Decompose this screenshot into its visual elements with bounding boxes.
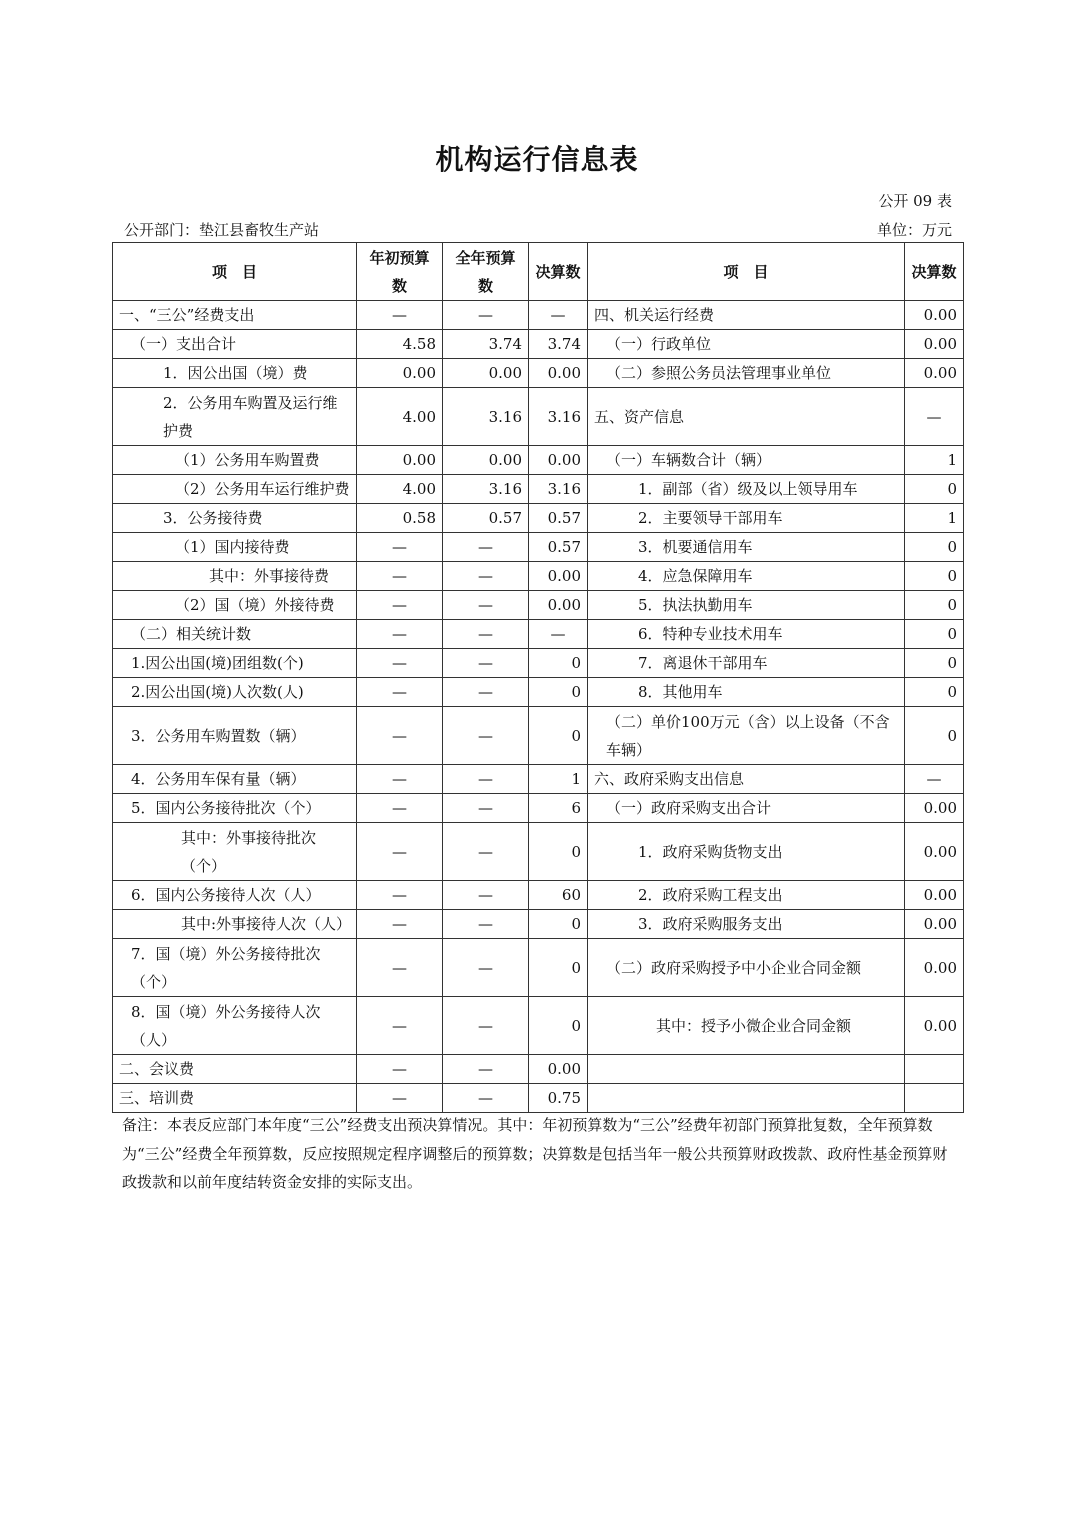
table-row (113, 620, 964, 649)
table-row (113, 301, 964, 330)
header-item: 项 目 (113, 243, 357, 301)
final-cell-2: — (905, 765, 964, 794)
annual-budget-cell: — (443, 1084, 529, 1113)
final-cell-2 (905, 1055, 964, 1084)
unit-label: 单位：万元 (876, 221, 952, 239)
annual-budget-cell: — (443, 301, 529, 330)
final-cell: 0.00 (529, 591, 588, 620)
table-header-row (113, 243, 964, 301)
annual-budget-cell: — (443, 823, 529, 881)
table-row (113, 649, 964, 678)
initial-budget-cell: — (357, 620, 443, 649)
final-cell-2: 0.00 (905, 301, 964, 330)
item-label-2: 7．离退休干部用车 (588, 649, 905, 678)
final-cell: 0 (529, 649, 588, 678)
item-label-2: 3．机要通信用车 (588, 533, 905, 562)
item-label-2: 5．执法执勤用车 (588, 591, 905, 620)
annual-budget-cell: — (443, 1055, 529, 1084)
annual-budget-cell: — (443, 881, 529, 910)
annual-budget-cell: — (443, 562, 529, 591)
item-label-2: 4．应急保障用车 (588, 562, 905, 591)
page-title: 机构运行信息表 (435, 143, 639, 176)
table-row (113, 533, 964, 562)
initial-budget-cell: — (357, 707, 443, 765)
item-label: 3．公务接待费 (113, 504, 357, 533)
final-cell-2: 0 (905, 475, 964, 504)
item-label: 5．国内公务接待批次（个） (113, 794, 357, 823)
final-cell: 0.57 (529, 504, 588, 533)
table-row (113, 475, 964, 504)
item-label: 7．国（境）外公务接待批次（个） (113, 939, 357, 997)
item-label-2: 1．副部（省）级及以上领导用车 (588, 475, 905, 504)
item-label-2: 四、机关运行经费 (588, 301, 905, 330)
final-cell-2: 0.00 (905, 359, 964, 388)
table-row (113, 562, 964, 591)
item-label-2: 五、资产信息 (588, 388, 905, 446)
final-cell-2: 0.00 (905, 823, 964, 881)
item-label: 1．因公出国（境）费 (113, 359, 357, 388)
final-cell-2: — (905, 388, 964, 446)
initial-budget-cell: 0.00 (357, 359, 443, 388)
item-label: （1）国内接待费 (113, 533, 357, 562)
initial-budget-cell: — (357, 591, 443, 620)
initial-budget-cell: — (357, 881, 443, 910)
annual-budget-cell: — (443, 939, 529, 997)
final-cell: 0 (529, 823, 588, 881)
table-row (113, 794, 964, 823)
annual-budget-cell: — (443, 533, 529, 562)
annual-budget-cell: — (443, 707, 529, 765)
final-cell-2: 0 (905, 620, 964, 649)
annual-budget-cell: 3.16 (443, 388, 529, 446)
initial-budget-cell: 0.00 (357, 446, 443, 475)
final-cell: 0 (529, 939, 588, 997)
table-row (113, 591, 964, 620)
final-cell: 60 (529, 881, 588, 910)
annual-budget-cell: 0.57 (443, 504, 529, 533)
final-cell-2: 0 (905, 533, 964, 562)
final-cell-2: 0 (905, 707, 964, 765)
annual-budget-cell: — (443, 997, 529, 1055)
final-cell: 6 (529, 794, 588, 823)
item-label: 1.因公出国(境)团组数(个) (113, 649, 357, 678)
final-cell: 0.75 (529, 1084, 588, 1113)
initial-budget-cell: — (357, 533, 443, 562)
final-cell: 0 (529, 707, 588, 765)
annual-budget-cell: 0.00 (443, 359, 529, 388)
item-label: 其中：外事接待费 (113, 562, 357, 591)
final-cell-2: 0.00 (905, 330, 964, 359)
initial-budget-cell: — (357, 562, 443, 591)
item-label-2: 2．政府采购工程支出 (588, 881, 905, 910)
item-label-2: 6．特种专业技术用车 (588, 620, 905, 649)
table-row (113, 446, 964, 475)
item-label: 一、“三公”经费支出 (113, 301, 357, 330)
table-row (113, 707, 964, 765)
final-cell-2: 0.00 (905, 794, 964, 823)
item-label: 二、会议费 (113, 1055, 357, 1084)
table-row (113, 504, 964, 533)
item-label: （一）支出合计 (113, 330, 357, 359)
header-final: 决算数 (529, 243, 588, 301)
initial-budget-cell: — (357, 910, 443, 939)
initial-budget-cell: — (357, 301, 443, 330)
table-row (113, 678, 964, 707)
item-label-2 (588, 1084, 905, 1113)
item-label-2: 8．其他用车 (588, 678, 905, 707)
final-cell: 0 (529, 910, 588, 939)
initial-budget-cell: 0.58 (357, 504, 443, 533)
table-row (113, 881, 964, 910)
final-cell-2: 0 (905, 678, 964, 707)
initial-budget-cell: — (357, 1084, 443, 1113)
final-cell-2: 0.00 (905, 997, 964, 1055)
item-label-2: （一）政府采购支出合计 (588, 794, 905, 823)
item-label: 其中:外事接待人次（人） (113, 910, 357, 939)
item-label-2: （二）政府采购授予中小企业合同金额 (588, 939, 905, 997)
header-final-2: 决算数 (905, 243, 964, 301)
item-label: 4．公务用车保有量（辆） (113, 765, 357, 794)
initial-budget-cell: — (357, 678, 443, 707)
item-label-2: 六、政府采购支出信息 (588, 765, 905, 794)
final-cell: 0 (529, 678, 588, 707)
final-cell-2: 1 (905, 446, 964, 475)
table-row (113, 330, 964, 359)
initial-budget-cell: 4.00 (357, 388, 443, 446)
final-cell: 3.16 (529, 475, 588, 504)
final-cell-2: 0 (905, 562, 964, 591)
final-cell: 0.00 (529, 446, 588, 475)
annual-budget-cell: — (443, 620, 529, 649)
table-row (113, 765, 964, 794)
table-row (113, 823, 964, 881)
header-annual-budget: 全年预算数 (443, 243, 529, 301)
final-cell: 0.57 (529, 533, 588, 562)
initial-budget-cell: — (357, 997, 443, 1055)
item-label: 8．国（境）外公务接待人次（人） (113, 997, 357, 1055)
item-label-2: （二）参照公务员法管理事业单位 (588, 359, 905, 388)
annual-budget-cell: — (443, 649, 529, 678)
final-cell: 0.00 (529, 1055, 588, 1084)
item-label: 6．国内公务接待人次（人） (113, 881, 357, 910)
final-cell: 0.00 (529, 562, 588, 591)
annual-budget-cell: — (443, 678, 529, 707)
final-cell-2 (905, 1084, 964, 1113)
initial-budget-cell: — (357, 823, 443, 881)
final-cell-2: 1 (905, 504, 964, 533)
initial-budget-cell: — (357, 794, 443, 823)
item-label: 2.因公出国(境)人次数(人) (113, 678, 357, 707)
annual-budget-cell: — (443, 910, 529, 939)
item-label-2: （二）单价100万元（含）以上设备（不含车辆） (588, 707, 905, 765)
annual-budget-cell: — (443, 591, 529, 620)
item-label-2: （一）行政单位 (588, 330, 905, 359)
annual-budget-cell: 3.74 (443, 330, 529, 359)
item-label: 三、培训费 (113, 1084, 357, 1113)
final-cell: 3.16 (529, 388, 588, 446)
final-cell: 0.00 (529, 359, 588, 388)
item-label: （1）公务用车购置费 (113, 446, 357, 475)
table-row (113, 939, 964, 997)
item-label-2: 3．政府采购服务支出 (588, 910, 905, 939)
table-row (113, 1084, 964, 1113)
final-cell-2: 0.00 (905, 910, 964, 939)
item-label-2: 2．主要领导干部用车 (588, 504, 905, 533)
item-label-2 (588, 1055, 905, 1084)
final-cell-2: 0 (905, 591, 964, 620)
annual-budget-cell: 3.16 (443, 475, 529, 504)
annual-budget-cell: 0.00 (443, 446, 529, 475)
table-row (113, 359, 964, 388)
final-cell-2: 0.00 (905, 939, 964, 997)
initial-budget-cell: — (357, 649, 443, 678)
table-row (113, 1055, 964, 1084)
initial-budget-cell: — (357, 1055, 443, 1084)
initial-budget-cell: 4.00 (357, 475, 443, 504)
table-row (113, 910, 964, 939)
item-label: 2．公务用车购置及运行维护费 (113, 388, 357, 446)
department-label: 公开部门：垫江县畜牧生产站 (124, 221, 320, 239)
item-label: （二）相关统计数 (113, 620, 357, 649)
table-row (113, 997, 964, 1055)
footnote: 备注：本表反应部门本年度“三公”经费支出预决算情况。其中：年初预算数为“三公”经费年初部门预算批复数，全年预算数为“三公”经费全年预算数，反应按照规定程序调整后的预算数；决算数是包括当年一般公共预算财政拨款、政府性基金预算财政拨款和以前年度结转资金安排的实际支出。 (122, 1116, 948, 1191)
annual-budget-cell: — (443, 765, 529, 794)
annual-budget-cell: — (443, 794, 529, 823)
final-cell: — (529, 620, 588, 649)
final-cell-2: 0 (905, 649, 964, 678)
final-cell-2: 0.00 (905, 881, 964, 910)
final-cell: — (529, 301, 588, 330)
item-label: 3．公务用车购置数（辆） (113, 707, 357, 765)
item-label-2: 1．政府采购货物支出 (588, 823, 905, 881)
header-item-2: 项 目 (588, 243, 905, 301)
final-cell: 1 (529, 765, 588, 794)
table-row (113, 388, 964, 446)
initial-budget-cell: — (357, 939, 443, 997)
final-cell: 3.74 (529, 330, 588, 359)
item-label: （2）国（境）外接待费 (113, 591, 357, 620)
initial-budget-cell: 4.58 (357, 330, 443, 359)
initial-budget-cell: — (357, 765, 443, 794)
final-cell: 0 (529, 997, 588, 1055)
info-table (112, 242, 964, 1113)
form-number: 公开 09 表 (878, 192, 952, 210)
header-initial-budget: 年初预算数 (357, 243, 443, 301)
item-label-2: 其中：授予小微企业合同金额 (588, 997, 905, 1055)
item-label-2: （一）车辆数合计（辆） (588, 446, 905, 475)
item-label: （2）公务用车运行维护费 (113, 475, 357, 504)
item-label: 其中：外事接待批次（个） (113, 823, 357, 881)
